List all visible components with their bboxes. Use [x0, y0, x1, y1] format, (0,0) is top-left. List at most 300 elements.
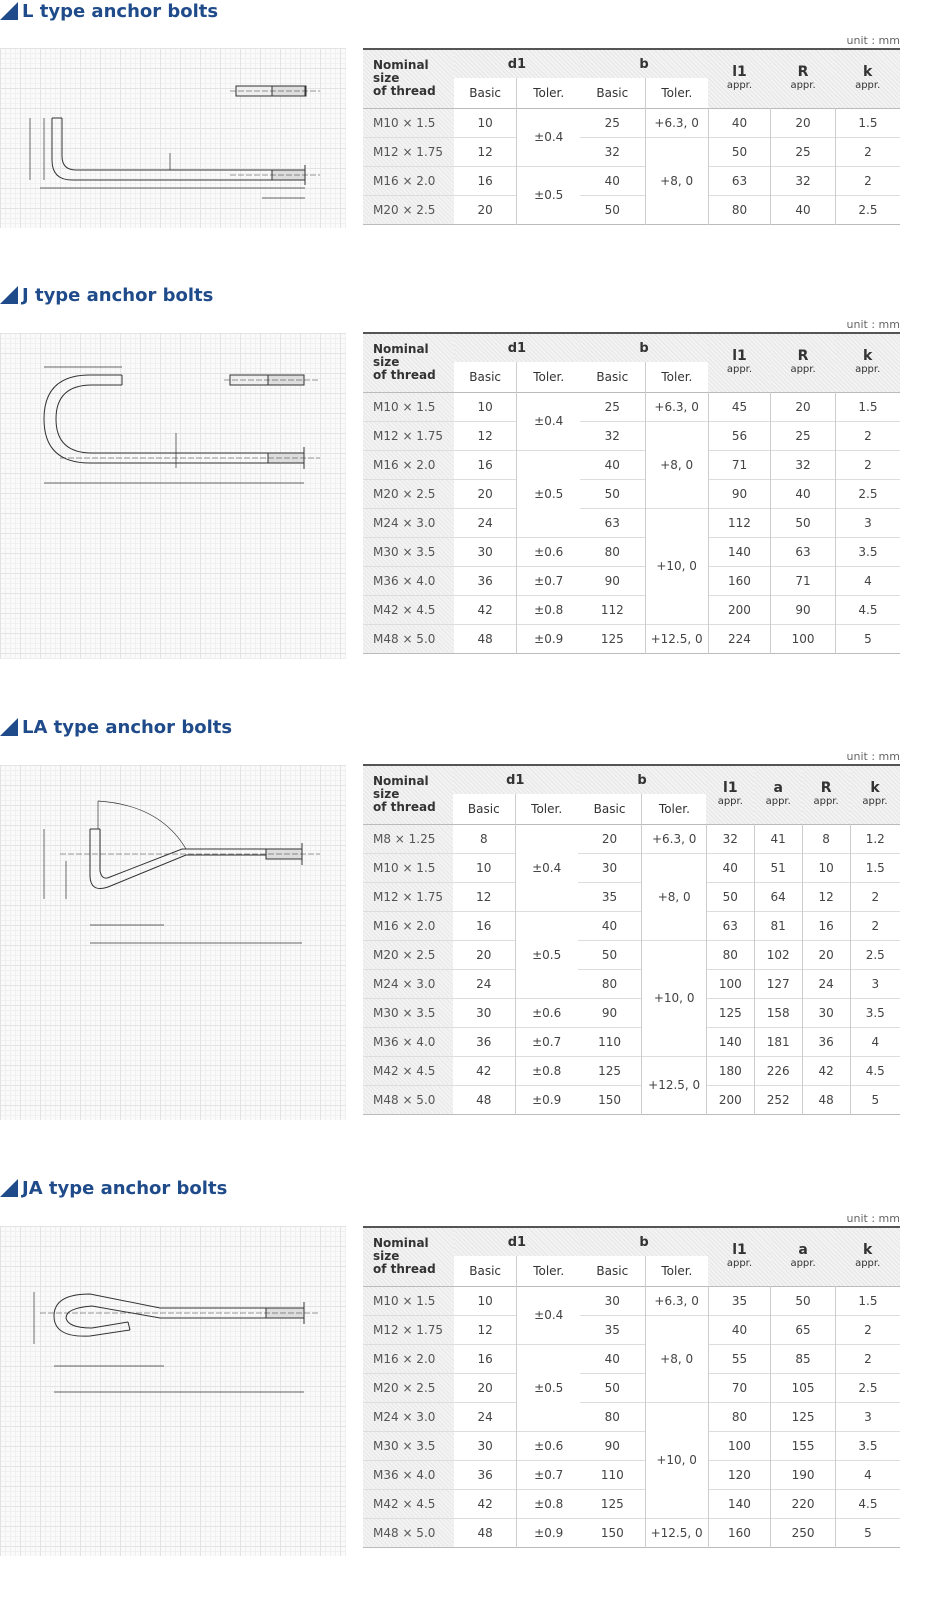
cell-k: 1.5 [835, 1286, 900, 1315]
ja-type-table [363, 1226, 900, 1548]
table-row [363, 508, 900, 537]
cell-l1: 56 [708, 421, 771, 450]
header-of-thread: of thread [373, 368, 436, 383]
header-b-toler: Toler. [642, 794, 706, 824]
cell-d1-basic: 10 [477, 1293, 493, 1308]
cell-b-toler: +10, 0 [645, 1402, 708, 1518]
cell-k: 2 [835, 450, 900, 479]
cell-r: 40 [771, 195, 836, 224]
cell-d1-basic: 42 [476, 1063, 492, 1078]
cell-k: 2 [835, 166, 900, 195]
cell-r: 32 [771, 166, 836, 195]
cell-l1: 71 [708, 450, 771, 479]
cell-b-basic: 40 [604, 457, 620, 472]
cell-b-basic: 110 [600, 1467, 624, 1482]
cell-d1-basic: 30 [476, 1005, 492, 1020]
cell-size: M20 × 2.5 [363, 1373, 454, 1402]
cell-d1-toler: ±0.7 [515, 1027, 577, 1056]
unit-label: unit : mm [846, 1212, 900, 1225]
cell-r: 50 [771, 508, 836, 537]
table-row [363, 1373, 900, 1402]
cell-d1-basic: 16 [477, 457, 493, 472]
cell-r: 36 [802, 1027, 850, 1056]
cell-k: 3.5 [835, 1431, 900, 1460]
cell-b-basic: 25 [604, 115, 620, 130]
cell-b-basic: 40 [601, 918, 618, 933]
header-l1-appr: appr. [717, 795, 743, 807]
header-k-appr: appr. [855, 1257, 881, 1269]
cell-d1-basic: 24 [477, 515, 493, 530]
table-row [363, 1489, 900, 1518]
cell-r: 30 [802, 998, 850, 1027]
cell-b-basic: 40 [604, 173, 620, 188]
cell-l1: 50 [706, 882, 754, 911]
cell-d1-toler: ±0.6 [517, 537, 580, 566]
cell-d1-basic: 30 [477, 1438, 493, 1453]
cell-a: 155 [771, 1431, 836, 1460]
cell-b-basic: 35 [604, 1322, 620, 1337]
header-k: k [863, 347, 873, 364]
cell-k: 3 [850, 969, 900, 998]
cell-k: 5 [835, 1518, 900, 1547]
cell-l1: 160 [708, 1518, 771, 1547]
table-row [363, 392, 900, 421]
cell-d1-toler: ±0.6 [515, 998, 577, 1027]
cell-a: 41 [754, 824, 802, 853]
cell-b-basic: 110 [598, 1034, 621, 1049]
cell-l1: 32 [706, 824, 754, 853]
table-row [363, 537, 900, 566]
cell-l1: 100 [708, 1431, 771, 1460]
cell-b-toler: +8, 0 [645, 1315, 708, 1402]
cell-l1: 125 [706, 998, 754, 1027]
header-d1: d1 [454, 333, 580, 362]
cell-b-toler: +10, 0 [642, 940, 706, 1056]
cell-size: M16 × 2.0 [363, 911, 453, 940]
header-nominal-size: Nominal size [373, 774, 429, 802]
cell-k: 3.5 [835, 537, 900, 566]
table-row [363, 911, 900, 940]
cell-d1-toler: ±0.9 [515, 1085, 577, 1114]
cell-b-basic: 30 [604, 1293, 620, 1308]
cell-b-basic: 63 [604, 515, 620, 530]
cell-k: 2.5 [850, 940, 900, 969]
cell-d1-basic: 30 [477, 544, 493, 559]
cell-l1: 90 [708, 479, 771, 508]
cell-size: M8 × 1.25 [363, 824, 453, 853]
table-row [363, 882, 900, 911]
header-b: b [580, 1227, 708, 1256]
cell-k: 5 [835, 624, 900, 653]
cell-d1-basic: 24 [476, 976, 492, 991]
header-l1-appr: appr. [726, 363, 753, 375]
cell-b-basic: 30 [601, 860, 618, 875]
cell-b-basic: 125 [598, 1063, 621, 1078]
cell-a: 81 [754, 911, 802, 940]
header-d1: d1 [454, 1227, 580, 1256]
cell-b-basic: 150 [600, 1525, 624, 1540]
cell-size: M12 × 1.75 [363, 137, 454, 166]
cell-size: M12 × 1.75 [363, 1315, 454, 1344]
header-b-toler: Toler. [645, 362, 708, 392]
header-d1-basic: Basic [469, 1263, 502, 1278]
cell-d1-basic: 20 [477, 202, 493, 217]
cell-b-basic: 80 [601, 976, 618, 991]
header-k: k [863, 1241, 873, 1258]
cell-b-basic: 50 [604, 486, 620, 501]
header-r: R [797, 347, 809, 364]
table-row [363, 595, 900, 624]
header-l1: l1 [732, 63, 747, 80]
cell-k: 4.5 [850, 1056, 900, 1085]
cell-size: M24 × 3.0 [363, 508, 454, 537]
cell-d1-basic: 12 [477, 428, 493, 443]
cell-a: 64 [754, 882, 802, 911]
cell-b-basic: 80 [604, 1409, 620, 1424]
cell-d1-basic: 16 [477, 1351, 493, 1366]
section-title-text: J type anchor bolts [22, 284, 214, 306]
cell-d1-basic: 10 [477, 399, 493, 414]
cell-r: 12 [802, 882, 850, 911]
cell-l1: 40 [708, 108, 771, 137]
cell-l1: 63 [708, 166, 771, 195]
cell-d1-toler: ±0.7 [517, 1460, 580, 1489]
cell-d1-toler: ±0.5 [517, 1344, 580, 1431]
table-row [363, 1315, 900, 1344]
cell-b-basic: 150 [598, 1092, 621, 1107]
section-title-l-type [0, 0, 218, 22]
header-b: b [580, 49, 708, 78]
header-b-basic: Basic [596, 369, 629, 384]
cell-b-toler: +12.5, 0 [645, 624, 708, 653]
cell-b-basic: 25 [604, 399, 620, 414]
cell-size: M42 × 4.5 [363, 1056, 453, 1085]
cell-d1-basic: 10 [476, 860, 492, 875]
unit-label: unit : mm [846, 318, 900, 331]
section-title-j-type [0, 284, 213, 306]
cell-d1-toler: ±0.6 [517, 1431, 580, 1460]
cell-k: 2 [835, 1344, 900, 1373]
cell-r: 48 [802, 1085, 850, 1114]
cell-a: 226 [754, 1056, 802, 1085]
cell-k: 1.5 [850, 853, 900, 882]
cell-a: 51 [754, 853, 802, 882]
cell-b-basic: 125 [600, 1496, 624, 1511]
cell-size: M36 × 4.0 [363, 1027, 453, 1056]
cell-r: 25 [771, 137, 836, 166]
cell-l1: 50 [708, 137, 771, 166]
cell-k: 4.5 [835, 1489, 900, 1518]
header-of-thread: of thread [373, 800, 436, 815]
cell-a: 158 [754, 998, 802, 1027]
cell-l1: 80 [708, 195, 771, 224]
cell-d1-basic: 16 [476, 918, 492, 933]
table-row [363, 479, 900, 508]
cell-size: M10 × 1.5 [363, 1286, 454, 1315]
header-r-appr: appr. [790, 79, 816, 91]
cell-r: 71 [771, 566, 836, 595]
cell-l1: 112 [708, 508, 771, 537]
header-k: k [870, 779, 880, 796]
cell-size: M16 × 2.0 [363, 166, 454, 195]
cell-b-basic: 40 [604, 1351, 620, 1366]
cell-l1: 180 [706, 1056, 754, 1085]
cell-d1-toler: ±0.8 [517, 1489, 580, 1518]
header-r: R [820, 779, 832, 796]
cell-l1: 55 [708, 1344, 771, 1373]
l-type-table [363, 48, 900, 225]
section-title-ja-type [0, 1177, 227, 1199]
cell-l1: 140 [708, 1489, 771, 1518]
header-k-appr: appr. [862, 795, 888, 807]
cell-b-basic: 32 [604, 428, 620, 443]
table-row [363, 166, 900, 195]
header-d1-basic: Basic [469, 85, 502, 100]
cell-r: 42 [802, 1056, 850, 1085]
cell-d1-toler: ±0.4 [517, 392, 580, 450]
cell-size: M20 × 2.5 [363, 940, 453, 969]
cell-size: M48 × 5.0 [363, 624, 454, 653]
cell-a: 181 [754, 1027, 802, 1056]
cell-r: 8 [802, 824, 850, 853]
table-row [363, 1344, 900, 1373]
cell-b-toler: +8, 0 [642, 853, 706, 940]
cell-d1-toler: ±0.5 [515, 911, 577, 998]
la-type-diagram [0, 765, 346, 1120]
cell-b-toler: +12.5, 0 [642, 1056, 706, 1114]
title-marker-icon [0, 1179, 18, 1197]
cell-b-basic: 112 [600, 602, 624, 617]
header-a-appr: appr. [790, 1257, 816, 1269]
cell-r: 63 [771, 537, 836, 566]
cell-size: M10 × 1.5 [363, 853, 453, 882]
cell-d1-basic: 42 [477, 602, 493, 617]
cell-a: 102 [754, 940, 802, 969]
cell-d1-toler: ±0.8 [515, 1056, 577, 1085]
header-l1-appr: appr. [726, 1257, 753, 1269]
cell-size: M42 × 4.5 [363, 1489, 454, 1518]
cell-size: M30 × 3.5 [363, 1431, 454, 1460]
header-d1-toler: Toler. [515, 794, 577, 824]
cell-b-toler: +12.5, 0 [645, 1518, 708, 1547]
cell-size: M20 × 2.5 [363, 195, 454, 224]
cell-size: M24 × 3.0 [363, 1402, 454, 1431]
l-type-diagram [0, 48, 346, 228]
cell-a: 65 [771, 1315, 836, 1344]
cell-r: 20 [802, 940, 850, 969]
cell-l1: 100 [706, 969, 754, 998]
cell-d1-basic: 20 [477, 486, 493, 501]
header-d1: d1 [453, 765, 578, 794]
header-d1-basic: Basic [469, 369, 502, 384]
header-d1-toler: Toler. [517, 1256, 580, 1286]
cell-b-basic: 20 [601, 831, 618, 846]
cell-size: M48 × 5.0 [363, 1085, 453, 1114]
header-b: b [580, 333, 708, 362]
cell-k: 2.5 [835, 195, 900, 224]
cell-l1: 80 [708, 1402, 771, 1431]
cell-size: M12 × 1.75 [363, 882, 453, 911]
table-row [363, 1286, 900, 1315]
cell-size: M30 × 3.5 [363, 537, 454, 566]
cell-b-basic: 80 [604, 544, 620, 559]
cell-l1: 40 [708, 1315, 771, 1344]
cell-b-basic: 90 [601, 1005, 618, 1020]
table-row [363, 108, 900, 137]
cell-r: 40 [771, 479, 836, 508]
cell-l1: 160 [708, 566, 771, 595]
cell-k: 3.5 [850, 998, 900, 1027]
cell-b-basic: 35 [601, 889, 618, 904]
cell-b-basic: 50 [604, 202, 620, 217]
header-d1-toler: Toler. [517, 362, 580, 392]
table-row [363, 450, 900, 479]
header-nominal-size: Nominal size [373, 342, 429, 370]
header-b-toler: Toler. [645, 78, 708, 108]
cell-d1-toler: ±0.5 [517, 450, 580, 537]
header-d1-basic: Basic [467, 801, 500, 816]
cell-b-toler: +8, 0 [645, 421, 708, 508]
cell-d1-toler: ±0.9 [517, 624, 580, 653]
cell-d1-basic: 12 [476, 889, 492, 904]
cell-d1-basic: 20 [476, 947, 492, 962]
cell-d1-basic: 36 [477, 1467, 493, 1482]
cell-k: 2.5 [835, 479, 900, 508]
cell-b-basic: 50 [604, 1380, 620, 1395]
cell-b-basic: 32 [604, 144, 620, 159]
la-type-table [363, 764, 900, 1115]
cell-size: M10 × 1.5 [363, 392, 454, 421]
cell-a: 50 [771, 1286, 836, 1315]
table-row [363, 1431, 900, 1460]
cell-d1-basic: 48 [477, 631, 493, 646]
cell-size: M16 × 2.0 [363, 1344, 454, 1373]
header-r-appr: appr. [790, 363, 816, 375]
title-marker-icon [0, 718, 18, 736]
cell-r: 20 [771, 392, 836, 421]
cell-d1-toler: ±0.7 [517, 566, 580, 595]
table-row [363, 1460, 900, 1489]
cell-b-basic: 90 [604, 573, 620, 588]
cell-l1: 63 [706, 911, 754, 940]
header-b-toler: Toler. [645, 1256, 708, 1286]
cell-l1: 40 [706, 853, 754, 882]
cell-k: 5 [850, 1085, 900, 1114]
cell-d1-basic: 12 [477, 1322, 493, 1337]
cell-size: M24 × 3.0 [363, 969, 453, 998]
table-row [363, 969, 900, 998]
cell-k: 4 [850, 1027, 900, 1056]
cell-a: 105 [771, 1373, 836, 1402]
cell-a: 190 [771, 1460, 836, 1489]
title-marker-icon [0, 286, 18, 304]
header-of-thread: of thread [373, 84, 436, 99]
header-a: a [773, 779, 783, 796]
header-r: R [797, 63, 809, 80]
cell-d1-basic: 10 [477, 115, 493, 130]
cell-l1: 140 [708, 537, 771, 566]
cell-l1: 120 [708, 1460, 771, 1489]
table-row [363, 1402, 900, 1431]
table-row [363, 824, 900, 853]
cell-b-toler: +10, 0 [645, 508, 708, 624]
section-title-text: LA type anchor bolts [22, 716, 233, 738]
cell-k: 2 [850, 882, 900, 911]
table-row [363, 940, 900, 969]
cell-d1-toler: ±0.4 [515, 824, 577, 911]
cell-k: 4.5 [835, 595, 900, 624]
cell-d1-basic: 36 [477, 573, 493, 588]
header-nominal-size: Nominal size [373, 58, 429, 86]
cell-k: 2 [835, 421, 900, 450]
cell-k: 1.2 [850, 824, 900, 853]
cell-d1-basic: 48 [477, 1525, 493, 1540]
header-l1: l1 [732, 1241, 747, 1258]
cell-k: 2 [835, 137, 900, 166]
cell-l1: 224 [708, 624, 771, 653]
cell-d1-basic: 36 [476, 1034, 492, 1049]
section-title-text: JA type anchor bolts [22, 1177, 228, 1199]
header-nominal-size: Nominal size [373, 1236, 429, 1264]
j-type-diagram [0, 333, 346, 659]
cell-b-toler: +6.3, 0 [645, 1286, 708, 1315]
cell-l1: 140 [706, 1027, 754, 1056]
cell-r: 25 [771, 421, 836, 450]
cell-r: 90 [771, 595, 836, 624]
table-row [363, 421, 900, 450]
cell-d1-toler: ±0.9 [517, 1518, 580, 1547]
cell-a: 252 [754, 1085, 802, 1114]
cell-size: M30 × 3.5 [363, 998, 453, 1027]
cell-l1: 80 [706, 940, 754, 969]
header-b-basic: Basic [593, 801, 626, 816]
cell-r: 20 [771, 108, 836, 137]
cell-k: 4 [835, 566, 900, 595]
cell-b-toler: +6.3, 0 [645, 392, 708, 421]
cell-d1-basic: 48 [476, 1092, 492, 1107]
cell-r: 24 [802, 969, 850, 998]
cell-d1-toler: ±0.8 [517, 595, 580, 624]
section-title-la-type [0, 716, 232, 738]
header-b-basic: Basic [596, 1263, 629, 1278]
unit-label: unit : mm [846, 34, 900, 47]
cell-size: M36 × 4.0 [363, 1460, 454, 1489]
header-of-thread: of thread [373, 1262, 436, 1277]
table-row [363, 1027, 900, 1056]
cell-a: 85 [771, 1344, 836, 1373]
header-k: k [863, 63, 873, 80]
title-marker-icon [0, 2, 18, 20]
cell-k: 2 [835, 1315, 900, 1344]
table-row [363, 195, 900, 224]
cell-r: 10 [802, 853, 850, 882]
cell-b-toler: +8, 0 [645, 137, 708, 224]
ja-type-diagram [0, 1226, 346, 1556]
cell-b-basic: 90 [604, 1438, 620, 1453]
cell-l1: 200 [706, 1085, 754, 1114]
cell-size: M12 × 1.75 [363, 421, 454, 450]
cell-d1-basic: 24 [477, 1409, 493, 1424]
cell-l1: 200 [708, 595, 771, 624]
cell-l1: 45 [708, 392, 771, 421]
cell-d1-basic: 20 [477, 1380, 493, 1395]
table-row [363, 1085, 900, 1114]
cell-k: 4 [835, 1460, 900, 1489]
cell-size: M48 × 5.0 [363, 1518, 454, 1547]
section-title-text: L type anchor bolts [22, 0, 219, 22]
cell-a: 127 [754, 969, 802, 998]
cell-d1-basic: 8 [480, 831, 488, 846]
